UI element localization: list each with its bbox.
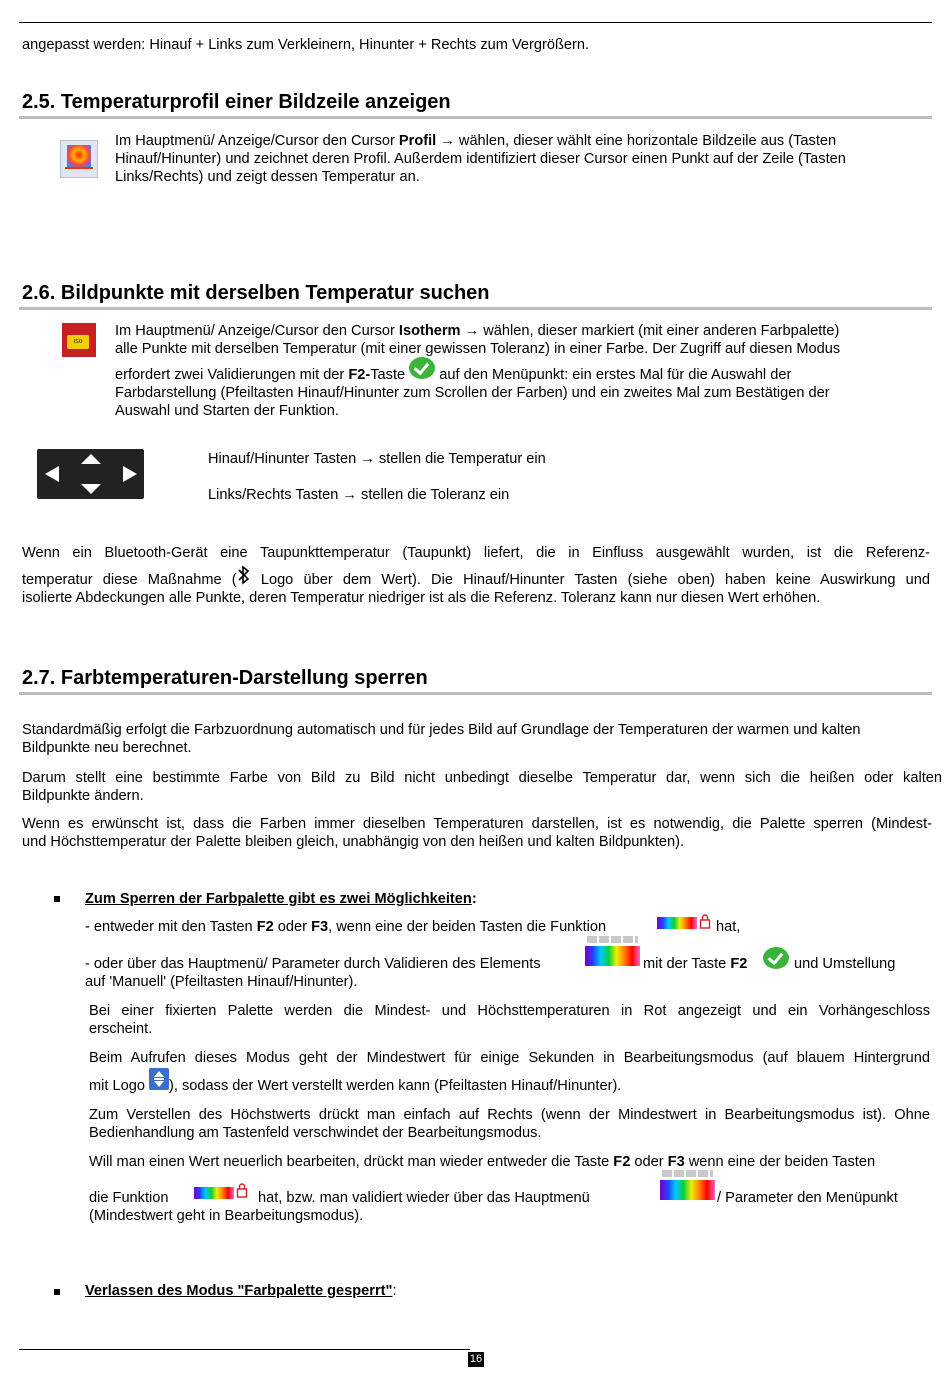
- bullet-1-para-4-d: (Mindestwert geht in Bearbeitungsmodus).: [89, 1208, 364, 1224]
- bullet-1-line-3: auf 'Manuell' (Pfeiltasten Hinauf/Hinunter).: [85, 974, 358, 990]
- f2-check-icon: [409, 357, 435, 379]
- bullet-1-para-4-a: die Funktion: [89, 1190, 169, 1206]
- section-2-6-title: 2.6. Bildpunkte mit derselben Temperatur suchen: [22, 282, 490, 304]
- bullet-1-line-1: - entweder mit den Tasten F2 oder F3, wenn eine der beiden Tasten die Funktion: [85, 919, 607, 935]
- palette-lock-icon-2: [194, 1187, 234, 1199]
- edit-mode-icon: [149, 1068, 169, 1090]
- section-2-7-p2: Darum stellt eine bestimmte Farbe von Bild zu Bild nicht unbedingt dieselbe Temperatur dar, wenn sich die heißen oder kalten Bildpunkte ändern.: [22, 770, 942, 804]
- arrow-keys-graphic: [37, 449, 144, 499]
- bottom-rule: [19, 1349, 470, 1350]
- bullet-1-title: Zum Sperren der Farbpalette gibt es zwei Möglichkeiten:: [85, 891, 477, 907]
- section-2-7-p3: Wenn es erwünscht ist, dass die Farben immer dieselben Temperaturen darstellen, ist es notwendig, die Palette sperren (Mindest- und Höchsttemperatur der Palette bleiben gleich, unabhängig von den heißen und kalten Bildpunkten).: [22, 816, 932, 850]
- palette-parameter-icon: [585, 936, 640, 970]
- bullet-1-para-3: Zum Verstellen des Höchstwerts drückt man einfach auf Rechts (wenn der Mindestwert in Bearbeitungsmodus ist). Ohne Bedienhandlung am Tastenfeld verschwindet der Bearbeitungsmodus.: [89, 1107, 930, 1141]
- keys-up-down-text: Hinauf/Hinunter Tasten → stellen die Temperatur ein: [208, 451, 546, 467]
- profile-cursor-icon: [60, 140, 98, 178]
- lock-icon-2: [236, 1182, 248, 1198]
- top-rule: [19, 22, 932, 23]
- bullet-1-para-4-c: / Parameter den Menüpunkt: [717, 1190, 898, 1206]
- section-2-7-title: 2.7. Farbtemperaturen-Darstellung sperren: [22, 667, 428, 689]
- iso-label: iso: [67, 335, 89, 349]
- section-2-6-rule: [19, 307, 932, 310]
- bullet-1-para-1: Bei einer fixierten Palette werden die Mindest- und Höchsttemperaturen in Rot angezeigt und ein Vorhängeschloss erscheint.: [89, 1003, 930, 1037]
- section-2-7-rule: [19, 692, 932, 695]
- bullet-2-title: Verlassen des Modus "Farbpalette gesperrt":: [85, 1283, 397, 1299]
- section-2-5-title: 2.5. Temperaturprofil einer Bildzeile anzeigen: [22, 91, 451, 113]
- bullet-1-line-2c: und Umstellung: [794, 956, 896, 972]
- bluetooth-paragraph: Wenn ein Bluetooth-Gerät eine Taupunkttemperatur (Taupunkt) liefert, die in Einfluss ausgewählt wurden, ist die Referenz- temperatur diese Maßnahme ( Logo über dem Wert). Die Hinauf/Hinunter Tasten (siehe oben) haben keine Auswirkung und isolierte Abdeckungen alle Punkte, deren Temperatur niedriger ist als die Referenz. Toleranz kann nur diesen Wert erhöhen.: [22, 545, 930, 606]
- f2-check-icon-2: [763, 947, 789, 969]
- section-2-6-text: Im Hauptmenü/ Anzeige/Cursor den Cursor Isotherm → wählen, dieser markiert (mit einer anderen Farbpalette) alle Punkte mit derselben Temperatur (mit einer gewissen Toleranz) in einer Farbe. Der Zugriff auf diesen Modus erfordert zwei Validierungen mit der F2-Taste auf den Menüpunkt: ein erstes Mal für die Auswahl der Farbdarstellung (Pfeiltasten Hinauf/Hinunter zum Scrollen der Farben) und ein zweites Mal zum Bestätigen der Auswahl und Starten der Funktion.: [115, 323, 841, 419]
- bullet-1-para-4-line-1: Will man einen Wert neuerlich bearbeiten, drückt man wieder entweder die Taste F2 oder F3 wenn eine der beiden Tasten: [89, 1154, 876, 1170]
- bullet-1-para-4-b: hat, bzw. man validiert wieder über das Hauptmenü: [258, 1190, 590, 1206]
- section-2-5-rule: [19, 116, 932, 119]
- keys-left-right-text: Links/Rechts Tasten → stellen die Toleranz ein: [208, 487, 510, 503]
- intro-line: angepasst werden: Hinauf + Links zum Verkleinern, Hinunter + Rechts zum Vergrößern.: [22, 37, 590, 53]
- section-2-5-text: Im Hauptmenü/ Anzeige/Cursor den Cursor Profil → wählen, dieser wählt eine horizontale Bildzeile aus (Tasten Hinauf/Hinunter) und zeichnet deren Profil. Außerdem identifiziert dieser Cursor einen Punkt auf der Zeile (Tasten Links/Rechts) und zeigt dessen Temperatur an.: [115, 133, 846, 185]
- bullet-2: [54, 1289, 60, 1295]
- isotherm-icon: [62, 323, 96, 357]
- arrow-keys-icon: [37, 449, 144, 499]
- section-2-7-p1: Standardmäßig erfolgt die Farbzuordnung automatisch und für jedes Bild auf Grundlage der Temperaturen der warmen und kalten Bildpunkte neu berechnet.: [22, 722, 861, 756]
- page-number: 16: [469, 1353, 483, 1365]
- bluetooth-icon: [237, 565, 251, 585]
- palette-lock-icon: [657, 917, 697, 929]
- bullet-1-line-2b: mit der Taste F2: [643, 956, 748, 972]
- bullet-1-line-2a: - oder über das Hauptmenü/ Parameter durch Validieren des Elements: [85, 956, 541, 972]
- bullet-1-para-2: Beim Aufrufen dieses Modus geht der Mindestwert für einige Sekunden in Bearbeitungsmodus (auf blauem Hintergrund mit Logo ), sodass der Wert verstellt werden kann (Pfeiltasten Hinauf/Hinunter).: [89, 1050, 930, 1094]
- lock-icon: [699, 913, 711, 929]
- palette-parameter-icon-2: [660, 1170, 715, 1204]
- bullet-1: [54, 896, 60, 902]
- bullet-1-line-1-end: hat,: [716, 919, 741, 935]
